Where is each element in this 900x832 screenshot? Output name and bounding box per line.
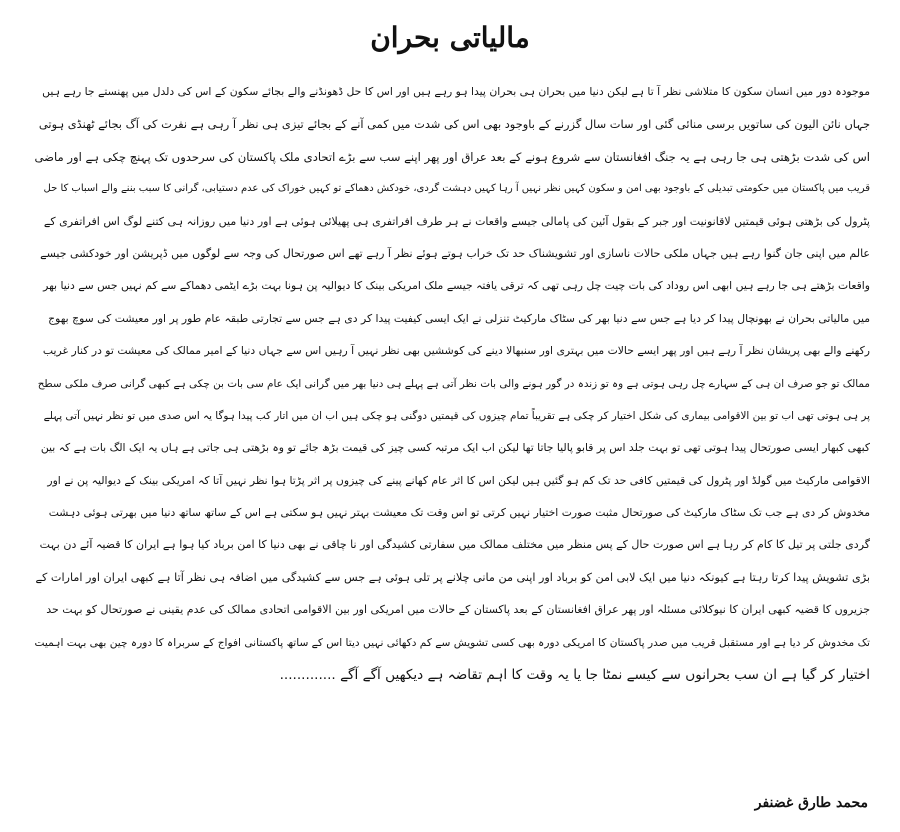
author-signature: محمد طارق غضنفر bbox=[754, 795, 868, 811]
body-line: گردی جلتی پر تیل کا کام کر رہا ہے اس صورت حال کے پس منظر میں مختلف ممالک میں سفارتی کشیدگی اور نا چاقی نے بھی دنیا کا امن برباد کیا ہوا ہے ایران کا قضیہ آئے دن بہت bbox=[39, 538, 870, 552]
body-line: ممالک تو جو صرف ان ہی کے سہارے چل رہی ہوتی ہے وہ تو زندہ در گور ہونے والی بات نظر آتی ہے پہلے ہی دنیا بھر میں گرانی ایک عام سی بات بن چکی ہے کبھی گرانی صرف ملکی سطح bbox=[37, 377, 870, 390]
body-line: رکھنے والے بھی پریشان نظر آ رہے ہیں اور پھر ایسے حالات میں بہتری اور سنبھالا دینے کی کوششیں بھی نظر نہیں آ رہیں اس سے جہاں دنیا کے امیر ممالک کی معیشت تو در کنار غریب bbox=[42, 344, 870, 358]
body-line bbox=[34, 691, 870, 723]
article-title: مالیاتی بحران bbox=[370, 21, 530, 54]
body-line: پر ہی ہوتی تھی اب تو بین الاقوامی بیماری کی شکل اختیار کر چکی ہے تقریباً تمام چیزوں کی قیمتیں دوگنی ہو چکی ہیں اب ان میں اتار کب پیدا ہوگا یہ اس صدی میں تو نظر نہیں آتی پہلے bbox=[43, 409, 870, 422]
body-line: جزیروں کا قضیہ کبھی ایران کا نیوکلائی مسئلہ اور پھر عراق افغانستان کے بعد پاکستان کے حالات میں امریکی اور بین الاقوامی اتحادی ممالک کی عدم یقینی نے صورتحال کو بہت حد bbox=[46, 603, 870, 617]
body-line: اختیار کر گیا ہے ان سب بحرانوں سے کیسے نمٹا جا یا یہ وقت کا اہم تقاضہ ہے دیکھیں آگے آگے ............. bbox=[279, 667, 870, 684]
body-line: تک مخدوش کر دیا ہے اور مستقبل قریب میں صدر پاکستان کا امریکی دورہ بھی کسی تشویش سے کم دکھائی نہیں دیتا اس کے ساتھ پاکستانی افواج کے سربراہ کا دورہ چین بھی بہت اہمیت bbox=[34, 636, 870, 649]
body-line: الاقوامی مارکیٹ میں گولڈ اور پٹرول کی قیمتیں کافی حد تک کم ہو گئیں ہیں لیکن اس کا اثر عام کھانے پینے کی چیزوں پر اثر پڑتا ہوا نظر نہیں آتا کہ امریکی بینک کے دیوالیہ پن نے اور bbox=[47, 473, 870, 487]
body-line: پٹرول کی بڑھتی ہوئی قیمتیں لاقانونیت اور جبر کے بقول آئین کی پامالی جیسے واقعات نے ہر طرف افراتفری ہی پھیلائی ہوئی ہے اور دنیا میں روزانہ ہی کتنے لوگ اس افراتفری کے bbox=[43, 214, 870, 228]
body-line: میں مالیاتی بحران نے بھونچال پیدا کر دیا ہے جس سے دنیا بھر کی سٹاک مارکیٹ تنزلی نے ایک ایسی کیفیت پیدا کر دی ہے جس سے تجارتی طبقہ عام طور پر اور معیشت کی سوچ بھوج bbox=[48, 311, 870, 325]
body-line: واقعات بڑھتے ہی جا رہے ہیں ابھی اس روداد کی بات چیت چل رہی تھی کہ ترقی یافتہ جیسے ملک امریکی بینک کا دیوالیہ پن ہونا بہت بڑے ایٹمی دھماکے سے کم نہیں جس سے دنیا بھر bbox=[43, 279, 870, 293]
body-line: جہاں نائن الیون کی ساتویں برسی منائی گئی اور سات سال گزرنے کے باوجود بھی اس کی شدت میں کمی آنے کے بجائے تیزی ہی نظر آ رہی ہے نفرت کی آگ بجائے ٹھنڈی ہوتی bbox=[38, 117, 870, 132]
body-line: اس کی شدت بڑھتی ہی جا رہی ہے یہ جنگ افغانستان سے شروع ہونے کے بعد عراق اور پھر اپنے سب سے بڑے اتحادی ملک پاکستان کی سرحدوں تک پہنچ چکی ہے اور ماضی bbox=[34, 149, 870, 164]
body-line: قریب میں پاکستان میں حکومتی تبدیلی کے باوجود بھی امن و سکون کہیں نظر نہیں آ رہا کہیں دہشت گردی، خودکش دھماکے تو کہیں خوراک کی عدم دستیابی، گرانی کا سبب بننے والے اسباب کا حل bbox=[43, 183, 870, 195]
body-line: کبھی کبھار ایسی صورتحال پیدا ہوتی تھی تو بہت جلد اس پر قابو پالیا جاتا تھا لیکن اب ایک مرتبہ کسی چیز کی قیمت بڑھ جائے تو وہ بڑھتی ہی جاتی ہے ہاں یہ ایک الگ بات ہے کہ بین bbox=[40, 441, 870, 455]
body-line: عالم میں اپنی جان گنوا رہے ہیں جہاں ملکی حالات ناسازی اور تشویشناک حد تک خراب ہوتے ہوئے نظر آ رہے تھے اس صورتحال کی وجہ سے لوگوں میں ڈپریشن اور خودکشی جیسے bbox=[40, 246, 870, 260]
body-line: بڑی تشویش پیدا کرتا رہتا ہے کیونکہ دنیا میں ایک لابی امن کو برباد اور اپنی من مانی چلانے پر تلی ہوئی ہے جس سے کشیدگی میں اضافہ ہی نظر آتا ہے کبھی ایران اور امارات کے bbox=[35, 570, 870, 584]
body-line: موجودہ دور میں انسان سکون کا متلاشی نظر آ تا ہے لیکن دنیا میں بحران ہی بحران پیدا ہو رہے ہیں اور اس کا حل ڈھونڈنے والے بجائے سکون کے اس کی دلدل میں پھنستے جا رہے ہیں bbox=[42, 85, 870, 98]
body-line: مخدوش کر دی ہے جب تک سٹاک مارکیٹ کی صورتحال مثبت صورت اختیار نہیں کرتی تو اس وقت تک معیشت بہتر نہیں ہو سکتی ہے اس کے ساتھ ساتھ دنیا میں بھرتی ہوئی دہشت bbox=[48, 506, 870, 520]
body-line bbox=[34, 724, 870, 756]
article-body bbox=[34, 76, 870, 756]
